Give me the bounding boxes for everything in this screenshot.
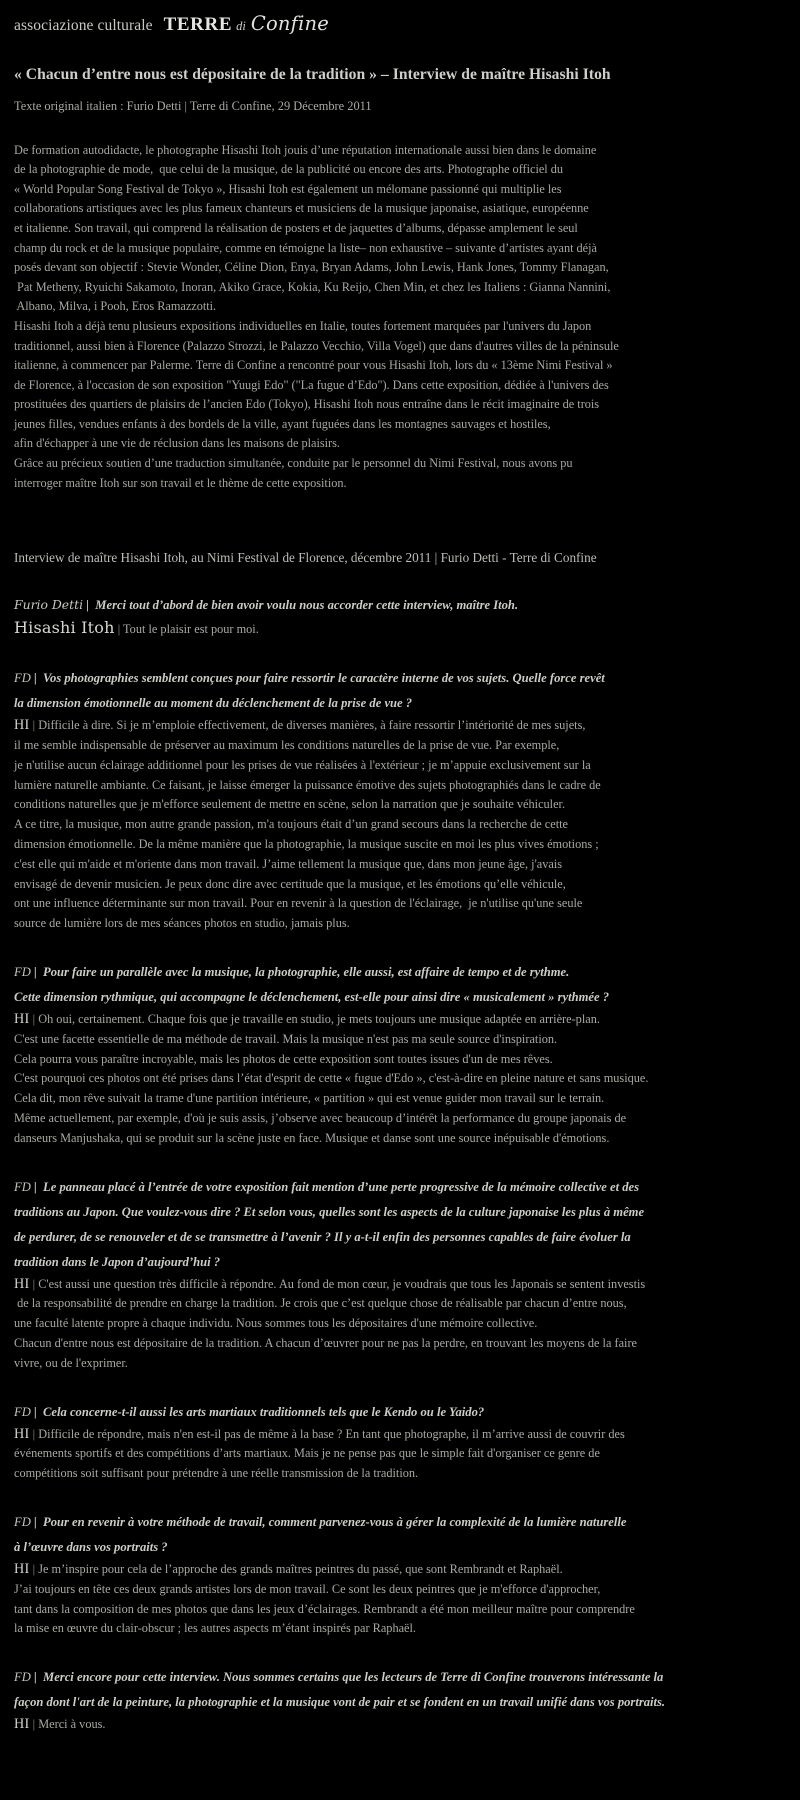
interview-answer-line bbox=[14, 1069, 790, 1089]
answer-text: lumière naturelle ambiante. Ce faisant, je laisse émerger la puissance émotive des sujets photographiés dans le cadre de bbox=[14, 777, 601, 792]
interview-question-line bbox=[14, 1535, 790, 1560]
answer-text: Cela dit, mon rêve suivait la trame d'une partition intérieure, « partition » qui est venue guider mon travail sur le terrain. bbox=[14, 1091, 605, 1106]
exchange-gap bbox=[14, 1484, 790, 1510]
interview-answer-line bbox=[14, 1294, 790, 1314]
intro-line: collaborations artistiques avec les plus fameux chanteurs et musiciens de la musique japonaise, asiatique, européenne bbox=[14, 201, 589, 216]
exchange-gap bbox=[14, 640, 790, 666]
intro-line: italienne, à commencer par Palerme. Terre di Confine a rencontré pour vous Hisashi Itoh, lors du « 13ème Nimi Festival » bbox=[14, 358, 613, 373]
answer-speaker-label: HI bbox=[14, 717, 30, 734]
exchange-gap bbox=[14, 1149, 790, 1175]
interview-answer-line bbox=[14, 795, 790, 815]
answer-text: Même actuellement, par exemple, d'où je suis assis, j’observe avec beaucoup d’intérêt la performance du groupe japonais de bbox=[14, 1110, 627, 1125]
answer-text: compétitions soit suffisant pour prétendre à une réelle transmission de la tradition. bbox=[14, 1466, 419, 1481]
article-intro bbox=[14, 141, 790, 494]
question-text: Merci encore pour cette interview. Nous sommes certains que les lecteurs de Terre di Confine trouverons intéressante la bbox=[43, 1670, 664, 1685]
question-speaker-label: FD bbox=[14, 1179, 31, 1194]
caption-qa-gap bbox=[14, 566, 790, 592]
interview-answer-line bbox=[14, 835, 790, 855]
question-speaker-label: Furio Detti bbox=[14, 597, 84, 613]
intro-line: prostituées des quartiers de plaisirs de l’ancien Edo (Tokyo), Hisashi Itoh nous entraîne dans le récit imaginaire de trois bbox=[14, 397, 600, 412]
interview-answer-line bbox=[14, 1464, 790, 1484]
interview-answer-line bbox=[14, 875, 790, 895]
interview-answer-line bbox=[14, 1580, 790, 1600]
intro-line: « World Popular Song Festival de Tokyo », Hisashi Itoh est également un mélomane passionné qui multiplie les bbox=[14, 181, 562, 196]
speaker-separator: | bbox=[30, 1404, 44, 1419]
answer-text: c'est elle qui m'aide et m'oriente dans mon travail. J’aime tellement la musique que, dans mon jeune âge, j'avais bbox=[14, 856, 563, 871]
interview-answer-line bbox=[14, 1619, 790, 1639]
interview-answer-line bbox=[14, 618, 790, 640]
question-text: la dimension émotionnelle au moment du déclenchement de la prise de vue ? bbox=[14, 696, 413, 711]
interview-question-line bbox=[14, 691, 790, 716]
question-speaker-label: FD bbox=[14, 1670, 31, 1685]
answer-text: Tout le plaisir est pour moi. bbox=[123, 622, 259, 637]
answer-text: la mise en œuvre du clair-obscur ; les autres aspects m’étant inspirés par Raphaël. bbox=[14, 1621, 416, 1636]
page-title: « Chacun d’entre nous est dépositaire de la tradition » – Interview de maître Hisashi Itoh bbox=[14, 66, 611, 83]
interview-question-line bbox=[14, 592, 790, 618]
answer-text: Difficile à dire. Si je m’emploie effectivement, de diverses manières, à faire ressortir l’intériorité de mes sujets, bbox=[38, 718, 586, 733]
answer-text: C'est aussi une question très difficile à répondre. Au fond de mon cœur, je voudrais que tous les Japonais se sentent investis bbox=[38, 1276, 646, 1291]
interview-answer-line bbox=[14, 1275, 790, 1295]
answer-text: source de lumière lors de mes séances photos en studio, jamais plus. bbox=[14, 916, 350, 931]
answer-text: envisagé de devenir musicien. Je peux donc dire avec certitude que la musique, et les émotions qu’elle véhicule, bbox=[14, 876, 566, 891]
speaker-separator: | bbox=[29, 1426, 39, 1441]
interview-answer-line bbox=[14, 776, 790, 796]
question-text: de perdurer, de se renouveler et de se transmettre à l’avenir ? Il y a-t-il enfin des personnes capables de faire évoluer la bbox=[14, 1229, 631, 1244]
answer-text: événements sportifs et des compétitions d’arts martiaux. Mais je ne pense pas que le simple fait d'organiser ce genre de bbox=[14, 1446, 600, 1461]
intro-line: Hisashi Itoh a déjà tenu plusieurs expositions individuelles en Italie, toutes fortement marquées par l'univers du Japon bbox=[14, 318, 592, 333]
interview-answer-line bbox=[14, 736, 790, 756]
interview-answer-line bbox=[14, 1030, 790, 1050]
site-masthead bbox=[0, 0, 800, 36]
answer-text: ont une influence déterminante sur mon travail. Pour en revenir à la question de l'éclairage, je n'utilise qu'une seule bbox=[14, 896, 583, 911]
intro-line: interroger maître Itoh sur son travail et le thème de cette exposition. bbox=[14, 475, 347, 490]
intro-line: posés devant son objectif : Stevie Wonder, Céline Dion, Enya, Bryan Adams, John Lewis, Hank Jones, Tommy Flanagan, bbox=[14, 260, 609, 275]
exchange-gap bbox=[14, 934, 790, 960]
question-text: Merci tout d’abord de bien avoir voulu nous accorder cette interview, maître Itoh. bbox=[95, 598, 519, 613]
interview-question-line bbox=[14, 1250, 790, 1275]
intro-line: De formation autodidacte, le photographe Hisashi Itoh jouis d’une réputation internationale aussi bien dans le domaine bbox=[14, 142, 597, 157]
answer-speaker-label: HI bbox=[14, 1010, 30, 1027]
question-text: Le panneau placé à l’entrée de votre exposition fait mention d’une perte progressive de la mémoire collective et des bbox=[43, 1179, 640, 1194]
interview-question-line bbox=[14, 985, 790, 1010]
exchange-gap bbox=[14, 1374, 790, 1400]
interview-answer-line bbox=[14, 716, 790, 736]
interview-question-line bbox=[14, 1400, 790, 1425]
question-text: Cela concerne-t-il aussi les arts martiaux traditionnels tels que le Kendo ou le Yaido? bbox=[43, 1404, 485, 1419]
answer-text: tant dans la composition de mes photos que dans les jeux d’éclairages. Rembrandt a été mon meilleur maître pour comprendre bbox=[14, 1601, 635, 1616]
intro-line: de la photographie de mode, que celui de la musique, de la publicité ou encore des arts. Photographe officiel du bbox=[14, 162, 563, 177]
interview-answer-line bbox=[14, 1314, 790, 1334]
intro-line: Grâce au précieux soutien d’une traduction simultanée, conduite par le personnel du Nimi Festival, nous avons pu bbox=[14, 456, 573, 471]
answer-text: Cela pourra vous paraître incroyable, mais les photos de cette exposition sont toutes issues d'un de mes rêves. bbox=[14, 1051, 553, 1066]
interview-answer-line bbox=[14, 1129, 790, 1149]
article-byline: Texte original italien : Furio Detti | Terre di Confine, 29 Décembre 2011 bbox=[14, 98, 372, 113]
speaker-separator: | bbox=[30, 964, 44, 979]
speaker-separator: | bbox=[29, 1561, 39, 1576]
masthead-association-label: associazione culturale bbox=[14, 17, 153, 34]
answer-speaker-label: HI bbox=[14, 1425, 30, 1442]
interview-answer-line bbox=[14, 1444, 790, 1464]
intro-line: traditionnel, aussi bien à Florence (Palazzo Strozzi, le Palazzo Vecchio, Villa Vogel) que dans d'autres villes de la péninsule bbox=[14, 338, 619, 353]
question-text: Cette dimension rythmique, qui accompagne le déclenchement, est-elle pour ainsi dire « musicalement » rythmée ? bbox=[14, 989, 610, 1004]
interview-question-line bbox=[14, 1175, 790, 1200]
answer-speaker-label: HI bbox=[14, 1275, 30, 1292]
article-body bbox=[0, 66, 800, 1735]
answer-text: Chacun d'entre nous est dépositaire de la tradition. A chacun d’œuvrer pour ne pas la perdre, en trouvant les moyens de la faire bbox=[14, 1335, 637, 1350]
answer-text: danseurs Manjushaka, qui se produit sur la scène juste en face. Musique et danse sont une source inépuisable d'émotions. bbox=[14, 1130, 610, 1145]
question-text: traditions au Japon. Que voulez-vous dire ? Et selon vous, quelles sont les aspects de la culture japonaise les plus à même bbox=[14, 1204, 645, 1219]
interview-answer-line bbox=[14, 1089, 790, 1109]
answer-speaker-label: HI bbox=[14, 1560, 30, 1577]
answer-text: dimension émotionnelle. De la même manière que la photographie, la musique suscite en moi les plus vives émotions ; bbox=[14, 837, 599, 851]
masthead-terre-wordmark: TERRE bbox=[163, 14, 233, 35]
interview-answer-line bbox=[14, 1560, 790, 1580]
interview-answer-line bbox=[14, 1010, 790, 1030]
question-speaker-label: FD bbox=[14, 964, 31, 979]
answer-text: conditions naturelles que je m'efforce seulement de mettre en scène, selon la narration que je souhaite véhiculer. bbox=[14, 797, 566, 812]
speaker-separator: | bbox=[30, 671, 44, 686]
interview-answer-line bbox=[14, 1715, 790, 1735]
answer-text: Difficile de répondre, mais n'en est-il pas de même à la base ? En tant que photographe, il m’arrive aussi de couvrir des bbox=[38, 1426, 625, 1441]
speaker-separator: | bbox=[29, 718, 39, 733]
answer-speaker-label: Hisashi Itoh bbox=[14, 618, 115, 638]
interview-answer-line bbox=[14, 1334, 790, 1354]
speaker-separator: | bbox=[30, 1179, 44, 1194]
question-text: façon dont l'art de la peinture, la photographie et la musique vont de pair et se fondent en un travail unifié dans vos portraits. bbox=[14, 1695, 666, 1710]
interview-question-line bbox=[14, 1225, 790, 1250]
interview-question-line bbox=[14, 1200, 790, 1225]
speaker-separator: | bbox=[30, 1514, 44, 1529]
answer-text: A ce titre, la musique, mon autre grande passion, m'a toujours était d’un grand secours dans la recherche de cette bbox=[14, 817, 569, 832]
answer-text: J’ai toujours en tête ces deux grands artistes lors de mon travail. Ce sont les deux peintres que je m'efforce d'approcher, bbox=[14, 1581, 601, 1596]
interview-answer-line bbox=[14, 855, 790, 875]
interview-answer-line bbox=[14, 756, 790, 776]
interview-caption: Interview de maître Hisashi Itoh, au Nimi Festival de Florence, décembre 2011 | Furio Detti - Terre di Confine bbox=[14, 550, 597, 566]
question-text: à l’œuvre dans vos portraits ? bbox=[14, 1539, 168, 1554]
interview-answer-line bbox=[14, 894, 790, 914]
interview-answer-line bbox=[14, 1050, 790, 1070]
intro-line: de Florence, à l'occasion de son exposition "Yuugi Edo" ("La fugue d’Edo"). Dans cette exposition, dédiée à l'univers des bbox=[14, 377, 609, 392]
answer-text: une faculté latente propre à chaque individu. Nous sommes tous les dépositaires d'une mémoire collective. bbox=[14, 1316, 538, 1331]
interview-exchanges bbox=[14, 592, 790, 1735]
masthead-confine-wordmark: Confine bbox=[250, 12, 329, 35]
question-speaker-label: FD bbox=[14, 671, 31, 686]
question-text: tradition dans le Japon d’aujourd’hui ? bbox=[14, 1254, 221, 1269]
interview-answer-line bbox=[14, 1109, 790, 1129]
intro-line: Pat Metheny, Ryuichi Sakamoto, Inoran, Akiko Grace, Kokia, Ku Reijo, Chen Min, et chez les Italiens : Gianna Nannini, bbox=[14, 279, 611, 294]
interview-answer-line bbox=[14, 914, 790, 934]
interview-question-line bbox=[14, 1510, 790, 1535]
interview-question-line bbox=[14, 1665, 790, 1690]
answer-text: il me semble indispensable de préserver au maximum les conditions naturelles de la prise de vue. Par exemple, bbox=[14, 738, 560, 753]
interview-answer-line bbox=[14, 1600, 790, 1620]
question-speaker-label: FD bbox=[14, 1514, 31, 1529]
interview-answer-line bbox=[14, 815, 790, 835]
question-text: Pour faire un parallèle avec la musique, la photographie, elle aussi, est affaire de tempo et de rythme. bbox=[43, 964, 570, 979]
intro-line: jeunes filles, vendues enfants à des bordels de la ville, ayant fuguées dans les montagnes sauvages et hostiles, bbox=[14, 416, 551, 431]
answer-speaker-label: HI bbox=[14, 1716, 30, 1733]
speaker-separator: | bbox=[29, 1717, 39, 1732]
answer-text: Merci à vous. bbox=[38, 1717, 106, 1732]
answer-text: je n'utilise aucun éclairage additionnel pour les prises de vue réalisées à l'extérieur ; je m’appuie exclusivement sur la bbox=[14, 757, 591, 772]
masthead-di-wordmark: di bbox=[236, 19, 246, 33]
interview-question-line bbox=[14, 666, 790, 691]
intro-line: et italienne. Son travail, qui comprend la réalisation de posters et de jaquettes d’albums, dépasse amplement le seul bbox=[14, 220, 578, 235]
question-text: Pour en revenir à votre méthode de travail, comment parvenez-vous à gérer la complexité de la lumière naturelle bbox=[43, 1514, 627, 1529]
exchange-gap bbox=[14, 1639, 790, 1665]
answer-text: de la responsabilité de prendre en charge la tradition. Je crois que c’est quelque chose de réalisable par chacun d’entre nous, bbox=[14, 1296, 627, 1311]
speaker-separator: | bbox=[83, 598, 96, 613]
speaker-separator: | bbox=[114, 622, 124, 637]
question-speaker-label: FD bbox=[14, 1404, 31, 1419]
intro-line: Albano, Milva, i Pooh, Eros Ramazzotti. bbox=[14, 299, 217, 314]
speaker-separator: | bbox=[29, 1276, 39, 1291]
answer-text: Oh oui, certainement. Chaque fois que je travaille en studio, je mets toujours une musique adaptée en arrière-plan. bbox=[38, 1011, 600, 1026]
interview-question-line bbox=[14, 960, 790, 985]
answer-text: vivre, ou de l'exprimer. bbox=[14, 1355, 128, 1370]
question-text: Vos photographies semblent conçues pour faire ressortir le caractère interne de vos sujets. Quelle force revêt bbox=[43, 671, 605, 686]
intro-line: champ du rock et de la musique populaire, comme en témoigne la liste– non exhaustive – suivante d’artistes ayant déjà bbox=[14, 240, 597, 255]
answer-text: C'est pourquoi ces photos ont été prises dans l’état d'esprit de cette « fugue d'Edo », c'est-à-dire en pleine nature et sans musique. bbox=[14, 1071, 649, 1086]
speaker-separator: | bbox=[29, 1011, 39, 1026]
intro-line: afin d'échapper à une vie de réclusion dans les maisons de plaisirs. bbox=[14, 436, 340, 451]
interview-answer-line bbox=[14, 1425, 790, 1445]
interview-answer-line bbox=[14, 1354, 790, 1374]
interview-question-line bbox=[14, 1690, 790, 1715]
intro-section-gap bbox=[14, 493, 790, 549]
answer-text: Je m’inspire pour cela de l’approche des grands maîtres peintres du passé, que sont Rembrandt et Raphaël. bbox=[38, 1561, 563, 1576]
answer-text: C'est une facette essentielle de ma méthode de travail. Mais la musique n'est pas ma seule source d'inspiration. bbox=[14, 1031, 558, 1046]
speaker-separator: | bbox=[30, 1670, 44, 1685]
